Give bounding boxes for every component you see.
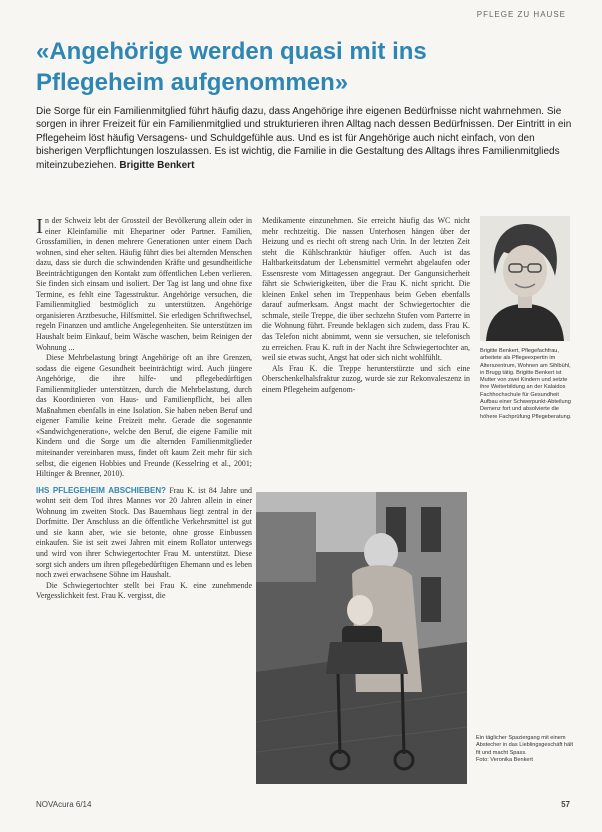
article-photo [256, 492, 467, 784]
article-headline: «Angehörige werden quasi mit ins Pflegeheim aufgenommen» [36, 38, 427, 96]
section-label: PFLEGE ZU HAUSE [476, 10, 566, 19]
article-lead [36, 105, 576, 172]
body-paragraph: Medikamente einzunehmen. Sie erreicht häufig das WC nicht mehr rechtzeitig. Die nassen Unterhosen hängen über der Heizung und es riecht oft streng nach Urin. In der letzten Zeit steht die Kühlschranktür häufiger offen. Auch ist das Haltbarkeitsdatum der Lebensmittel vermehrt abgelaufen oder Essensreste vom Mittagessen angegraut. Der Gangunsicherheit fährt sie Schwierigkeiten, über die Frau K. nicht spricht. Die kleinen Enkel sehen im Treppenhaus beim Geben ebenfalls darauf aufmerksam. Angst macht der Schwiegertochter die schmale, steile Treppe, die über sechzehn Stufen vom Parterre in die Wohnung führt. Freunde beklagen sich zudem, dass Frau K. das Telefon nicht abnimmt, wenn sie versuchen, sie telefonisch zu erreichen. Frau K. ruft in der Nacht ihre Schwiegertochter an, weil sie etwas sucht, Angst hat oder sich nicht wohlfühlt. [262, 216, 470, 363]
photo-caption-text: Ein täglicher Spaziergang mit einem Abstecher in das Lieblingsgeschäft hält fit und macht Spass. [476, 735, 574, 756]
photo-credit: Foto: Veronika Benkert [476, 756, 533, 763]
body-paragraph: Diese Mehrbelastung bringt Angehörige oft an ihre Grenzen, sodass die eigene Gesundheit beeinträchtigt wird. Auch jüngere Angehörige, die ihre hilfe- und pflegebedürftigen Familienmitglieder unterstützen, durch die Mehrbelastung, durch das Koordinieren von Haus- und Familienpflicht, bei allen Maßnahmen ebenfalls in eine Isolation. Sie haben neben Beruf und eigener Familie keine Freizeit mehr. Gerade die sogenannte «Sandwichgeneration», welche den Beruf, die eigene Familie mit Kindern und die Sorge um die alternden Familienmitglieder miteinander vereinbaren muss, findet oft kaum Zeit mehr für sich selbst, die eigenen Hobbies und Freunde (Kesselring et al., 2001; Hiltinger & Brenner, 2010). [36, 353, 252, 479]
body-paragraph: Die Schwiegertochter stellt bei Frau K. eine zunehmende Vergesslichkeit fest. Frau K. vergisst, die [36, 580, 252, 601]
photo-caption [476, 735, 576, 764]
author-name: Brigitte Benkert [119, 159, 195, 171]
body-paragraph: Als Frau K. die Treppe herunterstürzte und sich eine Oberschenkelhalsfraktur zuzog, wurde sie zur Rekonvaleszenz in einem Pflegeheim aufgenom- [262, 363, 470, 394]
text-column-2 [262, 216, 470, 395]
body-paragraph: In der Schweiz lebt der Grossteil der Bevölkerung allein oder in einer Kleinfamilie mit Ehepartner oder Partner. Familien, Grossfamilien, in denen mehrere Generationen unter einem Dach wohnen, sind eher selten. Häufig führt dies bei alternden Menschen dazu, dass sie durch die schwindenden Kräfte und gesundheitliche Beeinträchtigungen den Kontakt zum öffentlichen Leben verlieren. Sie finden sich einsam und isoliert. Der Tag ist lang und ohne fixe Termine, es fehlt eine Tagesstruktur. Angehörige versuchen, die Familienmitglied bestmöglich zu unterstützen. Angehörige organisieren Arztbesuche, Hilfsmittel. Sie erledigen Schriftwechsel, regeln Finanzen und amtliche Angelegenheiten. Sie unterstützen im Haushalt beim Einkauf, beim Wäsche waschen, beim Reinigen der Wohnung ... [36, 214, 252, 352]
page-number: 57 [561, 800, 570, 809]
author-portrait [480, 216, 570, 341]
portrait-illustration [480, 216, 570, 341]
photo-illustration [256, 492, 467, 784]
text-column-1 [36, 216, 252, 602]
section-subhead: IHS PFLEGEHEIM ABSCHIEBEN? [36, 485, 166, 495]
portrait-caption: Brigitte Benkert, Pflegefachfrau, arbeitete als Pflegeexpertin im Alterszentrum, Wohnen am Sihlbühl, in Brugg tätig. Brigitte Benkert ist Mutter von zwei Kindern und setzte ihre Weiterbildung an der Kalaidos Fachhochschule für Gesundheit Aufbau einer Schwerpunkt-Abteilung Demenz fort und absolvierte die höhere Fachprüfung Pflegeberatung. [480, 348, 572, 420]
footer-publication: NOVAcura 6/14 [36, 800, 92, 809]
lead-text: Die Sorge für ein Familienmitglied führt häufig dazu, dass Angehörige ihre eigenen Bedürfnisse nicht wahrnehmen. Sie sorgen in ihrer Freizeit für ein Familienmitglied und strukturieren ihren Alltag nach dessen Bedürfnissen. Der Eintritt in ein Pflegeheim löst häufig Versagens- und Schuldgefühle aus. Und es ist für Angehörige auch nicht einfach, von den bisherigen Verpflichtungen loszulassen. Es ist wichtig, die Familie in die Gestaltung des Alltags ihres Familienmitglieds miteinzubeziehen. [36, 106, 572, 171]
body-paragraph-with-subhead [36, 486, 252, 581]
body-text: Frau K. ist 84 Jahre und wohnt seit dem Tod ihres Mannes vor 20 Jahren allein in einer Wohnung im zweiten Stock. Das Bauernhaus liegt zentral in der Dorfmitte. Der Anschluss an die öffentliche Verkehrsmittel ist gut und sie kann aber, wie sie betonte, ohne grosse Einbussen einkaufen. Sie ist seit zwei Jahren mit einem Rollator unterwegs und wird von ihrer Schwiegertochter Frau M. unterstützt. Diese sorgt sich anders um ihren pflegebedürftigen Ehemann und es leben noch zwei erwachsene Söhne im Haushalt. [36, 485, 252, 580]
